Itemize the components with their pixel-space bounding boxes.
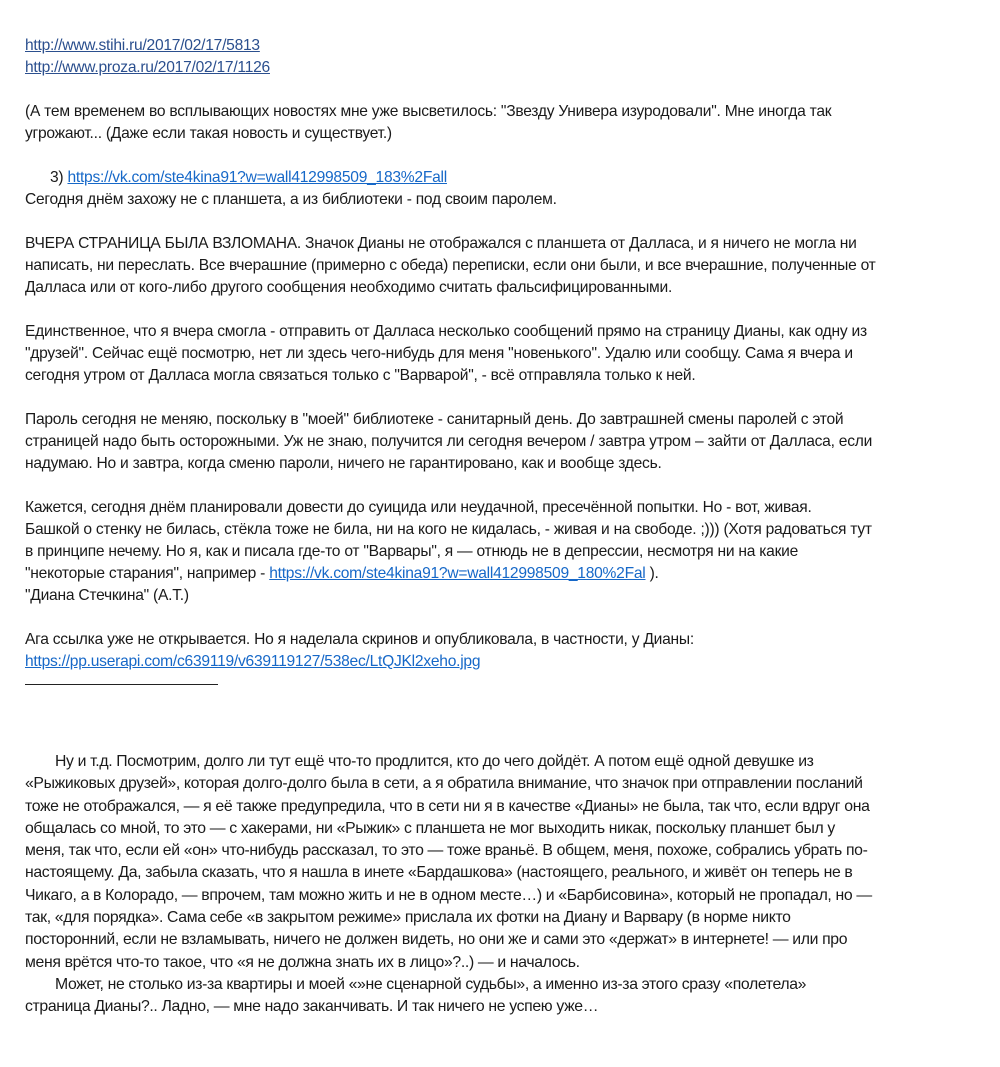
text-line: так, «для порядка». Сама себе «в закрытом режиме» прислала их фотки на Диану и Варвару (в норме никто <box>25 909 791 927</box>
paragraph-alive <box>25 497 985 607</box>
text-line: "друзей". Сейчас ещё посмотрю, нет ли здесь чего-нибудь для меня "новенького". Удалю или сообщу. Сама я вчера и <box>25 345 853 362</box>
text-line: сегодня утром от Далласа могла связаться только с "Варварой", - всё отправляла только к ней. <box>25 367 696 384</box>
text-line: меня врётся что-то такое, что «я не должна знать их в лицо»?..) — и началось. <box>25 953 580 971</box>
text-line: настоящему. Да, забыла сказать, что я нашла в инете «Бардашкова» (настоящего, реального, и живёт он теперь не в <box>25 864 853 882</box>
text-line: написать, ни переслать. Все вчерашние (примерно с обеда) переписки, если они были, и все вчерашние, полученные от <box>25 257 876 274</box>
paragraph-hacked <box>25 233 985 299</box>
text-today: Сегодня днём захожу не с планшета, а из библиотеки - под своим паролем. <box>25 191 557 208</box>
text-line: угрожают... (Даже если такая новость и существует.) <box>25 125 392 142</box>
text-line: Ага ссылка уже не открывается. Но я наделала скринов и опубликовала, в частности, у Дианы: <box>25 631 694 648</box>
text-suffix: ). <box>645 565 659 582</box>
text-line: страница Дианы?.. Ладно, — мне надо заканчивать. И так ничего не успею уже… <box>25 998 599 1016</box>
paragraph-screens <box>25 629 985 673</box>
text-prefix: "некоторые старания", например - <box>25 565 270 582</box>
text-line: Далласа или от кого-либо другого сообщения необходимо считать фальсифицированными. <box>25 279 673 296</box>
link-vk-180[interactable]: https://vk.com/ste4kina91?w=wall412998509_180%2Fal <box>269 565 646 582</box>
paragraph-password <box>25 409 985 475</box>
signature: "Диана Стечкина" (А.Т.) <box>25 587 189 604</box>
link-proza[interactable]: http://www.proza.ru/2017/02/17/1126 <box>25 59 270 76</box>
text-line: посторонний, если не взламывать, ничего не должен видеть, но они же и сами это «держат» в интернете! — или про <box>25 931 848 949</box>
text-line: меня, так что, если ей «он» что-нибудь рассказал, то это — тоже враньё. В общем, меня, похоже, собрались убрать по- <box>25 842 868 860</box>
text-line: тоже не отображался, — я её также предупредила, что в сети ни я в качестве «Дианы» не была, так что, если вдруг она <box>25 797 870 815</box>
text-line: страницей надо быть осторожными. Уж не знаю, получится ли сегодня вечером / завтра утром – зайти от Далласа, если <box>25 433 873 450</box>
text-line: (А тем временем во всплывающих новостях мне уже высветилось: "Звезду Универа изуродовали". Мне иногда так <box>25 103 832 120</box>
text-line: Кажется, сегодня днём планировали довести до суицида или неудачной, пресечённой попытки. Но - вот, живая. <box>25 499 812 516</box>
text-line: ВЧЕРА СТРАНИЦА БЫЛА ВЗЛОМАНА. Значок Дианы не отображался с планшета от Далласа, и я ничего не могла ни <box>25 235 857 252</box>
text-line: общалась со мной, то это — с хакерами, ни «Рыжик» с планшета не мог выходить никак, поскольку планшет был у <box>25 819 835 837</box>
text-line: Может, не столько из-за квартиры и моей «»не сценарной судьбы», а именно из-за этого сразу «полетела» <box>55 975 807 993</box>
paragraph-final <box>25 974 985 1019</box>
document-body <box>25 35 985 1019</box>
link-vk-183[interactable]: https://vk.com/ste4kina91?w=wall412998509_183%2Fall <box>67 169 447 186</box>
link-stihi[interactable]: http://www.stihi.ru/2017/02/17/5813 <box>25 37 260 54</box>
text-line: Ну и т.д. Посмотрим, долго ли тут ещё что-то продлится, кто до чего дойдёт. А потом ещё одной девушке из <box>55 753 814 770</box>
paragraph-long <box>25 751 985 974</box>
list-item-3 <box>25 167 985 189</box>
text-line: Единственное, что я вчера смогла - отправить от Далласа несколько сообщений прямо на страницу Дианы, как одну из <box>25 323 867 340</box>
text-line: в принципе нечему. Но я, как и писала где-то от "Варвары", я — отнюдь не в депрессии, несмотря ни на какие <box>25 543 799 560</box>
text-line: «Рыжиковых друзей», которая долго-долго была в сети, а я обратила внимание, что значок при отправлении посланий <box>25 775 863 793</box>
list-number: 3) <box>50 169 64 186</box>
text-line: надумаю. Но и завтра, когда сменю пароли, ничего не гарантировано, как и вообще здесь. <box>25 455 662 472</box>
text-line: Чикаго, а в Колорадо, — впрочем, там можно жить и не в одном месте…) и «Барбисовина», который не пропадал, но — <box>25 886 872 904</box>
text-line: Башкой о стенку не билась, стёкла тоже не била, ни на кого не кидалась, - живая и на свободе. ;))) (Хотя радоваться тут <box>25 521 872 538</box>
text-line: Пароль сегодня не меняю, поскольку в "моей" библиотеке - санитарный день. До завтрашней смены паролей с этой <box>25 411 844 428</box>
link-userapi-image[interactable]: https://pp.userapi.com/c639119/v639119127/538ec/LtQJKl2xeho.jpg <box>25 653 481 670</box>
paragraph-news <box>25 101 985 145</box>
text-line-with-link <box>25 563 985 585</box>
paragraph-only-thing <box>25 321 985 387</box>
